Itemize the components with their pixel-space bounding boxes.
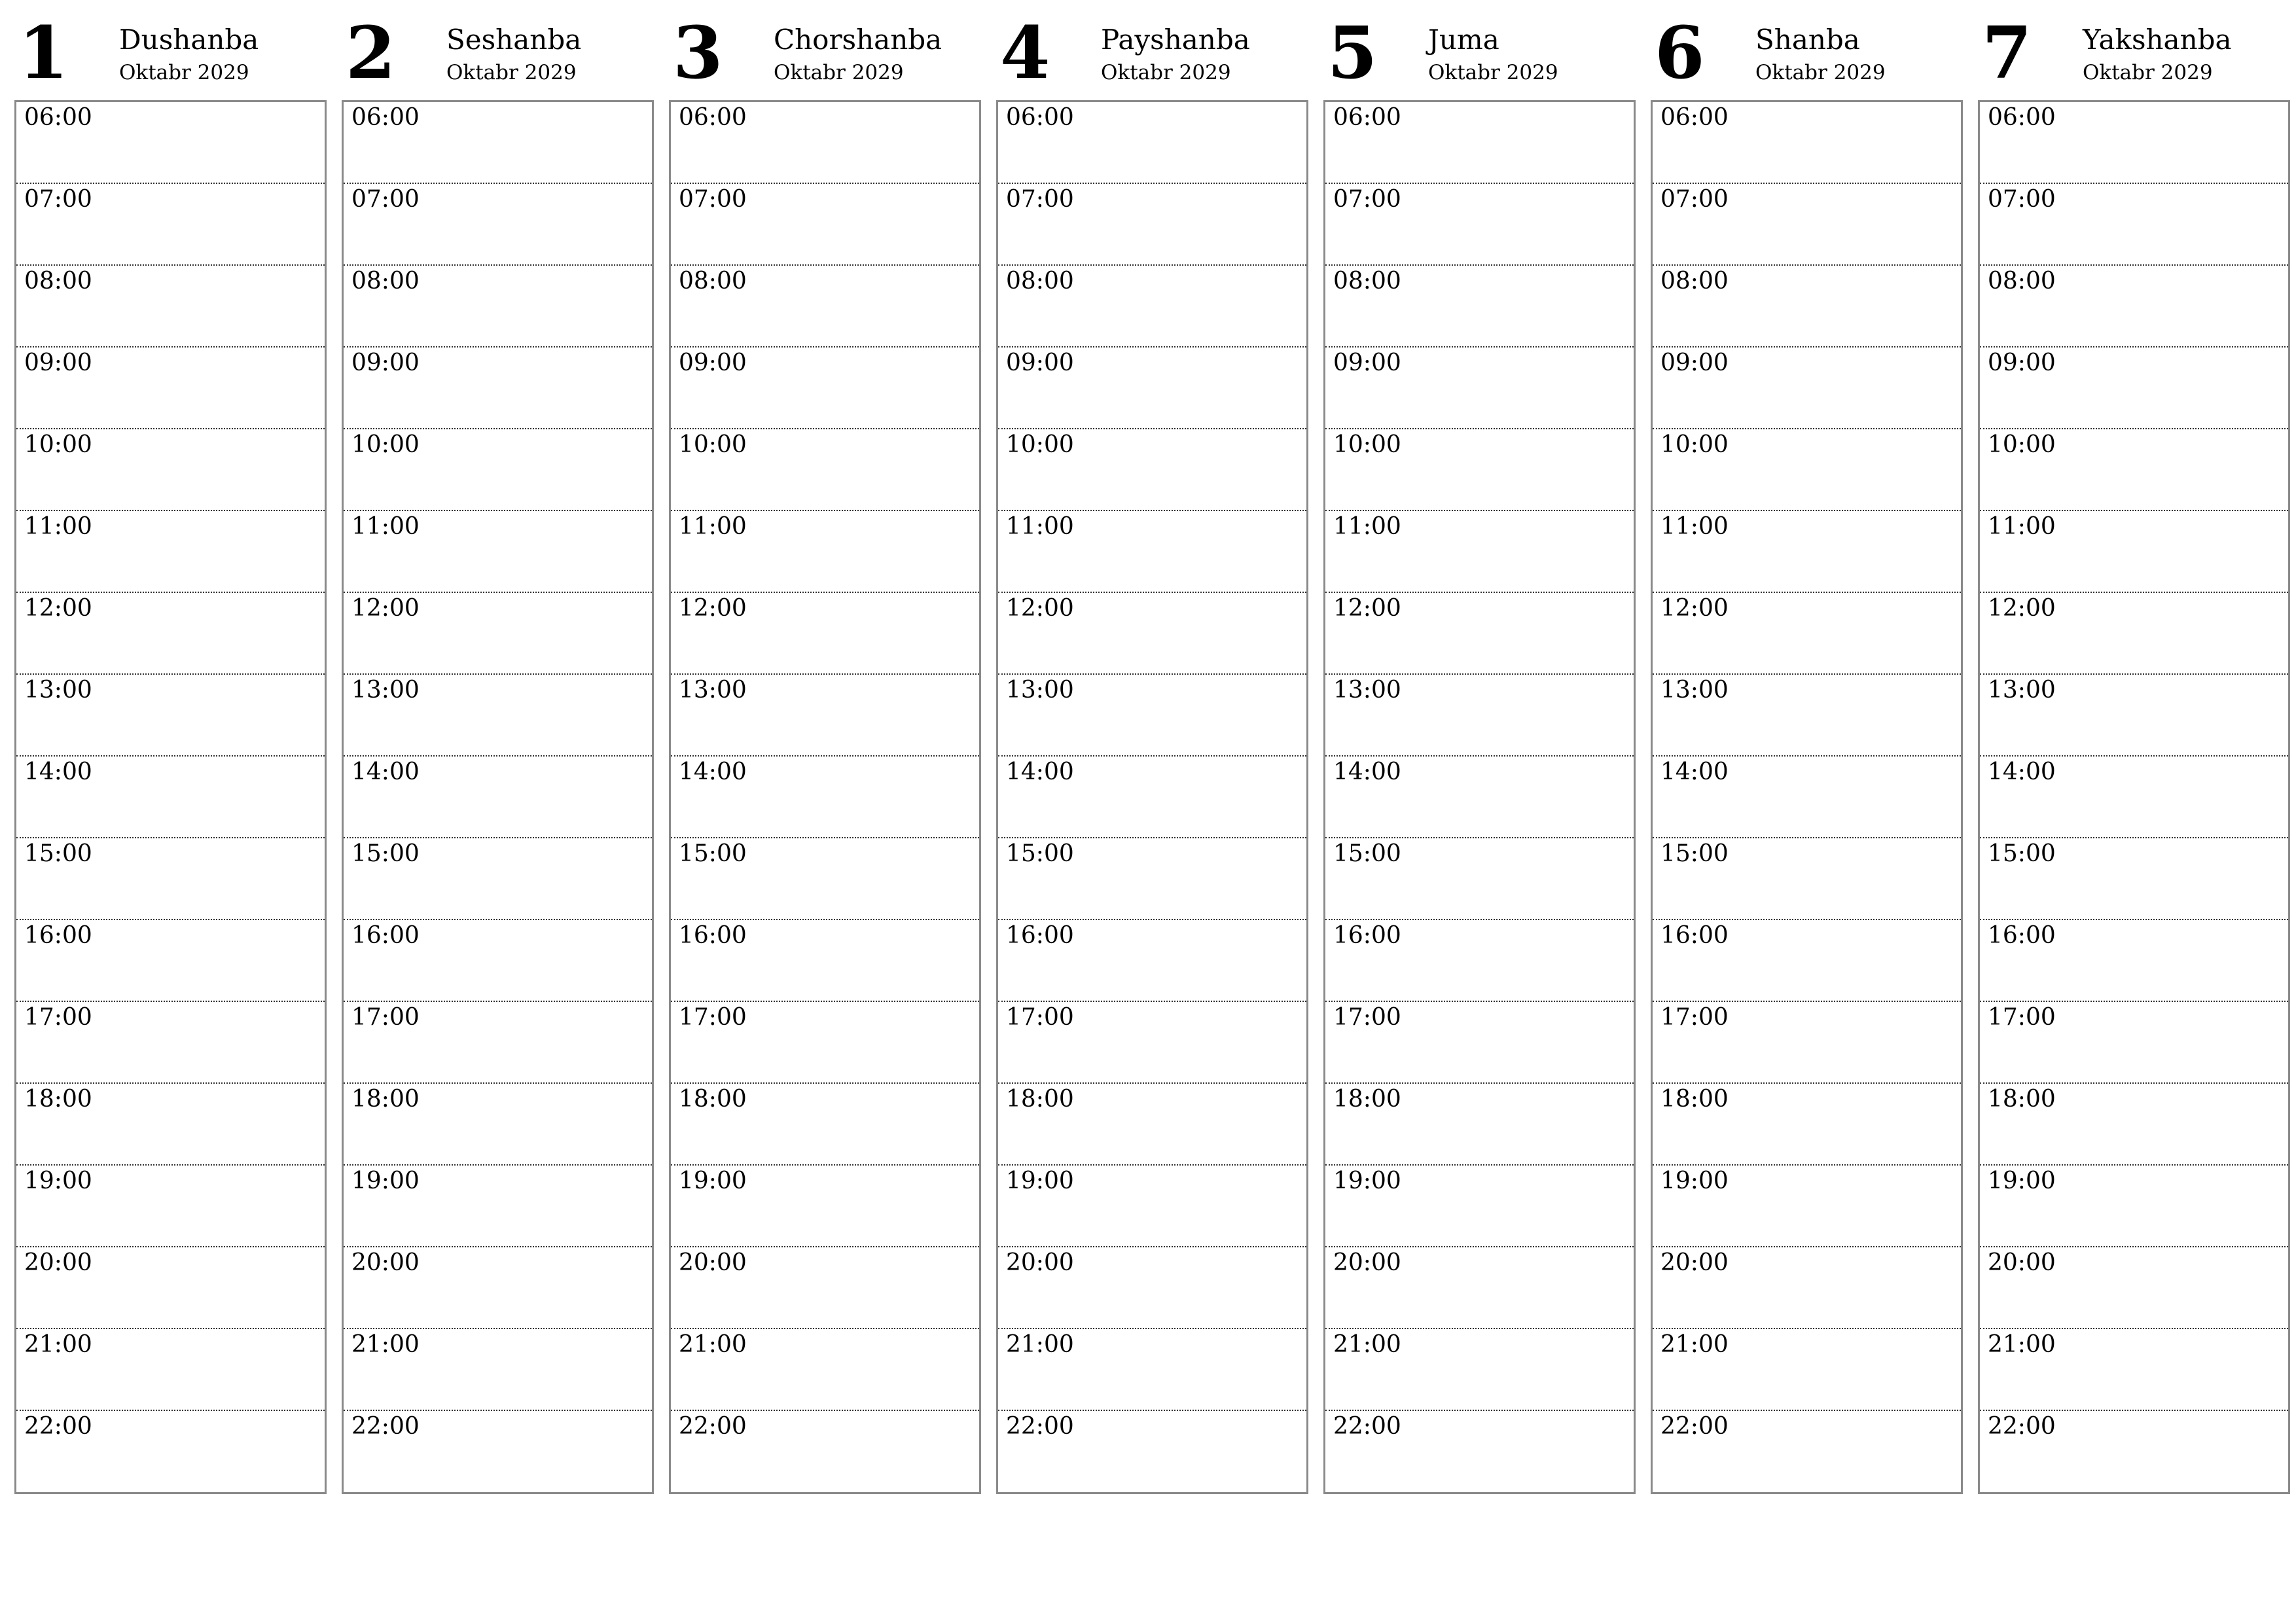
time-slot-label: 20:00	[1333, 1249, 1401, 1276]
time-slot-label: 07:00	[1333, 186, 1401, 213]
time-slot-label: 16:00	[1988, 922, 2056, 949]
time-slot-label: 12:00	[1988, 595, 2056, 622]
time-slot[interactable]	[671, 1247, 979, 1329]
time-slot-label: 16:00	[24, 922, 92, 949]
day-number: 6	[1655, 10, 1705, 95]
time-slot[interactable]	[1653, 593, 1961, 675]
day-header	[669, 12, 981, 100]
day-schedule-grid	[996, 100, 1308, 1494]
time-slot[interactable]	[344, 675, 652, 757]
time-slot-label: 20:00	[1988, 1249, 2056, 1276]
time-slot[interactable]	[16, 102, 325, 184]
time-slot[interactable]	[1653, 838, 1961, 920]
time-slot-label: 10:00	[1988, 431, 2056, 458]
time-slot[interactable]	[344, 1002, 652, 1084]
time-slot[interactable]	[1325, 838, 1634, 920]
time-slot[interactable]	[1980, 511, 2288, 593]
time-slot-label: 12:00	[24, 595, 92, 622]
time-slot-label: 18:00	[351, 1086, 420, 1113]
time-slot[interactable]	[16, 1002, 325, 1084]
time-slot-label: 13:00	[1988, 677, 2056, 704]
time-slot[interactable]	[671, 266, 979, 348]
time-slot[interactable]	[1980, 838, 2288, 920]
time-slot-label: 10:00	[24, 431, 92, 458]
time-slot[interactable]	[1653, 675, 1961, 757]
time-slot[interactable]	[671, 757, 979, 838]
time-slot[interactable]	[998, 1002, 1306, 1084]
time-slot-label: 07:00	[1006, 186, 1074, 213]
time-slot-label: 11:00	[1006, 513, 1074, 540]
day-number: 7	[1982, 10, 2032, 95]
time-slot[interactable]	[671, 511, 979, 593]
time-slot[interactable]	[1980, 1002, 2288, 1084]
day-schedule-grid	[669, 100, 981, 1494]
time-slot-label: 12:00	[351, 595, 420, 622]
time-slot[interactable]	[671, 429, 979, 511]
time-slot[interactable]	[1980, 1084, 2288, 1166]
time-slot[interactable]	[1325, 102, 1634, 184]
time-slot[interactable]	[1980, 675, 2288, 757]
time-slot[interactable]	[16, 593, 325, 675]
time-slot[interactable]	[1325, 1002, 1634, 1084]
time-slot-label: 08:00	[1333, 268, 1401, 294]
time-slot[interactable]	[671, 838, 979, 920]
time-slot-label: 20:00	[351, 1249, 420, 1276]
time-slot-label: 07:00	[679, 186, 747, 213]
time-slot-label: 18:00	[1006, 1086, 1074, 1113]
time-slot[interactable]	[1653, 1329, 1961, 1411]
time-slot-label: 06:00	[1333, 104, 1401, 131]
time-slot-label: 06:00	[351, 104, 420, 131]
time-slot[interactable]	[998, 1411, 1306, 1493]
time-slot[interactable]	[671, 1084, 979, 1166]
time-slot[interactable]	[16, 184, 325, 266]
time-slot-label: 18:00	[679, 1086, 747, 1113]
time-slot-label: 14:00	[679, 758, 747, 785]
time-slot-label: 06:00	[679, 104, 747, 131]
day-number: 1	[18, 10, 69, 95]
time-slot-label: 09:00	[1333, 349, 1401, 376]
time-slot[interactable]	[671, 348, 979, 429]
time-slot-label: 19:00	[1988, 1168, 2056, 1194]
time-slot[interactable]	[1653, 184, 1961, 266]
time-slot-label: 11:00	[24, 513, 92, 540]
day-schedule-grid	[1323, 100, 1636, 1494]
time-slot[interactable]	[16, 838, 325, 920]
time-slot[interactable]	[1653, 102, 1961, 184]
time-slot[interactable]	[1980, 1166, 2288, 1247]
day-name: Payshanba	[1101, 24, 1250, 56]
time-slot-label: 11:00	[1333, 513, 1401, 540]
time-slot-label: 15:00	[351, 840, 420, 867]
time-slot-label: 15:00	[1333, 840, 1401, 867]
time-slot-label: 14:00	[1333, 758, 1401, 785]
time-slot[interactable]	[998, 429, 1306, 511]
day-column	[996, 12, 1308, 1494]
time-slot-label: 22:00	[1660, 1413, 1729, 1440]
time-slot[interactable]	[1980, 757, 2288, 838]
time-slot[interactable]	[1653, 266, 1961, 348]
time-slot[interactable]	[998, 838, 1306, 920]
time-slot[interactable]	[16, 920, 325, 1002]
time-slot-label: 22:00	[1333, 1413, 1401, 1440]
day-header	[14, 12, 327, 100]
time-slot[interactable]	[1653, 1002, 1961, 1084]
time-slot-label: 22:00	[1988, 1413, 2056, 1440]
day-name: Chorshanba	[774, 24, 942, 56]
time-slot-label: 15:00	[1660, 840, 1729, 867]
time-slot-label: 19:00	[351, 1168, 420, 1194]
time-slot[interactable]	[671, 1002, 979, 1084]
time-slot[interactable]	[671, 184, 979, 266]
time-slot-label: 11:00	[1660, 513, 1729, 540]
day-number: 5	[1327, 10, 1378, 95]
day-month: Oktabr 2029	[2083, 61, 2213, 84]
time-slot[interactable]	[1325, 1247, 1634, 1329]
time-slot[interactable]	[671, 1411, 979, 1493]
day-month: Oktabr 2029	[446, 61, 577, 84]
time-slot-label: 08:00	[24, 268, 92, 294]
time-slot[interactable]	[344, 920, 652, 1002]
time-slot-label: 11:00	[679, 513, 747, 540]
time-slot-label: 09:00	[679, 349, 747, 376]
time-slot[interactable]	[998, 920, 1306, 1002]
day-name: Seshanba	[446, 24, 582, 56]
time-slot[interactable]	[1325, 757, 1634, 838]
time-slot-label: 13:00	[679, 677, 747, 704]
time-slot[interactable]	[998, 266, 1306, 348]
time-slot-label: 21:00	[351, 1331, 420, 1358]
time-slot[interactable]	[998, 184, 1306, 266]
time-slot-label: 13:00	[1660, 677, 1729, 704]
time-slot-label: 08:00	[1006, 268, 1074, 294]
time-slot-label: 21:00	[24, 1331, 92, 1358]
time-slot-label: 13:00	[24, 677, 92, 704]
time-slot-label: 08:00	[1660, 268, 1729, 294]
day-month: Oktabr 2029	[1101, 61, 1231, 84]
time-slot-label: 20:00	[1006, 1249, 1074, 1276]
day-header	[996, 12, 1308, 100]
time-slot-label: 09:00	[1006, 349, 1074, 376]
time-slot[interactable]	[671, 593, 979, 675]
day-number: 4	[1000, 10, 1050, 95]
time-slot[interactable]	[344, 429, 652, 511]
time-slot-label: 14:00	[1006, 758, 1074, 785]
time-slot[interactable]	[344, 1247, 652, 1329]
time-slot[interactable]	[16, 675, 325, 757]
time-slot[interactable]	[16, 429, 325, 511]
time-slot-label: 09:00	[1988, 349, 2056, 376]
time-slot-label: 15:00	[1988, 840, 2056, 867]
time-slot[interactable]	[671, 675, 979, 757]
time-slot[interactable]	[1653, 511, 1961, 593]
time-slot-label: 20:00	[1660, 1249, 1729, 1276]
time-slot-label: 17:00	[1333, 1004, 1401, 1031]
time-slot[interactable]	[998, 1247, 1306, 1329]
day-month: Oktabr 2029	[119, 61, 249, 84]
time-slot-label: 19:00	[1660, 1168, 1729, 1194]
time-slot-label: 16:00	[679, 922, 747, 949]
time-slot-label: 12:00	[1660, 595, 1729, 622]
time-slot-label: 09:00	[1660, 349, 1729, 376]
time-slot[interactable]	[344, 1329, 652, 1411]
time-slot[interactable]	[1980, 920, 2288, 1002]
time-slot-label: 11:00	[1988, 513, 2056, 540]
time-slot-label: 21:00	[679, 1331, 747, 1358]
time-slot[interactable]	[1980, 1411, 2288, 1493]
time-slot-label: 20:00	[24, 1249, 92, 1276]
time-slot[interactable]	[1325, 1084, 1634, 1166]
time-slot[interactable]	[1325, 920, 1634, 1002]
time-slot[interactable]	[1325, 348, 1634, 429]
time-slot[interactable]	[1653, 1411, 1961, 1493]
time-slot-label: 16:00	[351, 922, 420, 949]
time-slot[interactable]	[671, 1166, 979, 1247]
day-schedule-grid	[1651, 100, 1963, 1494]
time-slot[interactable]	[1653, 1166, 1961, 1247]
time-slot[interactable]	[1653, 1247, 1961, 1329]
time-slot[interactable]	[16, 1329, 325, 1411]
time-slot[interactable]	[998, 1084, 1306, 1166]
time-slot-label: 10:00	[351, 431, 420, 458]
time-slot[interactable]	[671, 920, 979, 1002]
time-slot[interactable]	[1325, 1411, 1634, 1493]
time-slot[interactable]	[998, 511, 1306, 593]
time-slot-label: 16:00	[1660, 922, 1729, 949]
day-number: 2	[346, 10, 396, 95]
time-slot[interactable]	[344, 1411, 652, 1493]
time-slot-label: 12:00	[679, 595, 747, 622]
time-slot-label: 10:00	[1333, 431, 1401, 458]
time-slot[interactable]	[16, 1166, 325, 1247]
time-slot[interactable]	[1653, 920, 1961, 1002]
time-slot-label: 07:00	[24, 186, 92, 213]
time-slot-label: 22:00	[24, 1413, 92, 1440]
time-slot[interactable]	[998, 1166, 1306, 1247]
time-slot-label: 18:00	[1988, 1086, 2056, 1113]
time-slot-label: 14:00	[24, 758, 92, 785]
time-slot[interactable]	[1325, 429, 1634, 511]
time-slot-label: 17:00	[351, 1004, 420, 1031]
time-slot[interactable]	[1980, 102, 2288, 184]
time-slot-label: 21:00	[1333, 1331, 1401, 1358]
time-slot[interactable]	[1980, 266, 2288, 348]
time-slot[interactable]	[1980, 184, 2288, 266]
time-slot-label: 10:00	[1660, 431, 1729, 458]
time-slot[interactable]	[1980, 348, 2288, 429]
day-name: Yakshanba	[2083, 24, 2232, 56]
day-name: Dushanba	[119, 24, 259, 56]
time-slot-label: 21:00	[1988, 1331, 2056, 1358]
time-slot-label: 13:00	[351, 677, 420, 704]
time-slot-label: 17:00	[679, 1004, 747, 1031]
time-slot[interactable]	[344, 757, 652, 838]
time-slot[interactable]	[344, 838, 652, 920]
time-slot-label: 21:00	[1660, 1331, 1729, 1358]
time-slot-label: 08:00	[1988, 268, 2056, 294]
time-slot[interactable]	[1653, 1084, 1961, 1166]
time-slot-label: 14:00	[1660, 758, 1729, 785]
time-slot[interactable]	[16, 1411, 325, 1493]
time-slot-label: 15:00	[1006, 840, 1074, 867]
time-slot-label: 09:00	[351, 349, 420, 376]
time-slot-label: 19:00	[1333, 1168, 1401, 1194]
time-slot[interactable]	[344, 593, 652, 675]
time-slot-label: 17:00	[24, 1004, 92, 1031]
day-header	[1323, 12, 1636, 100]
time-slot[interactable]	[998, 102, 1306, 184]
time-slot-label: 13:00	[1333, 677, 1401, 704]
time-slot-label: 08:00	[351, 268, 420, 294]
day-header	[1978, 12, 2290, 100]
time-slot[interactable]	[16, 266, 325, 348]
time-slot[interactable]	[671, 102, 979, 184]
time-slot-label: 07:00	[1660, 186, 1729, 213]
day-month: Oktabr 2029	[1428, 61, 1558, 84]
time-slot[interactable]	[1325, 1329, 1634, 1411]
time-slot-label: 06:00	[1660, 104, 1729, 131]
time-slot[interactable]	[344, 102, 652, 184]
time-slot[interactable]	[1980, 593, 2288, 675]
day-column	[1978, 12, 2290, 1494]
time-slot-label: 16:00	[1333, 922, 1401, 949]
time-slot-label: 22:00	[351, 1413, 420, 1440]
time-slot[interactable]	[998, 1329, 1306, 1411]
time-slot[interactable]	[1653, 757, 1961, 838]
time-slot[interactable]	[16, 511, 325, 593]
time-slot-label: 18:00	[1333, 1086, 1401, 1113]
time-slot-label: 06:00	[1006, 104, 1074, 131]
time-slot[interactable]	[1325, 266, 1634, 348]
day-month: Oktabr 2029	[1755, 61, 1886, 84]
day-number: 3	[673, 10, 723, 95]
day-name: Juma	[1428, 24, 1499, 56]
weekly-planner	[14, 12, 2283, 1494]
time-slot[interactable]	[998, 757, 1306, 838]
time-slot[interactable]	[1653, 429, 1961, 511]
time-slot-label: 19:00	[679, 1168, 747, 1194]
time-slot-label: 15:00	[24, 840, 92, 867]
time-slot-label: 06:00	[24, 104, 92, 131]
time-slot-label: 16:00	[1006, 922, 1074, 949]
time-slot-label: 19:00	[24, 1168, 92, 1194]
day-header	[342, 12, 654, 100]
day-month: Oktabr 2029	[774, 61, 904, 84]
time-slot-label: 10:00	[1006, 431, 1074, 458]
day-name: Shanba	[1755, 24, 1860, 56]
day-column	[1323, 12, 1636, 1494]
time-slot[interactable]	[344, 348, 652, 429]
time-slot[interactable]	[1325, 511, 1634, 593]
time-slot-label: 07:00	[351, 186, 420, 213]
time-slot[interactable]	[1325, 675, 1634, 757]
time-slot[interactable]	[1325, 1166, 1634, 1247]
time-slot-label: 18:00	[24, 1086, 92, 1113]
time-slot-label: 12:00	[1333, 595, 1401, 622]
time-slot-label: 06:00	[1988, 104, 2056, 131]
time-slot-label: 07:00	[1988, 186, 2056, 213]
time-slot-label: 19:00	[1006, 1168, 1074, 1194]
time-slot-label: 08:00	[679, 268, 747, 294]
time-slot[interactable]	[16, 348, 325, 429]
time-slot[interactable]	[16, 1084, 325, 1166]
time-slot-label: 17:00	[1988, 1004, 2056, 1031]
time-slot-label: 21:00	[1006, 1331, 1074, 1358]
time-slot-label: 17:00	[1660, 1004, 1729, 1031]
time-slot-label: 10:00	[679, 431, 747, 458]
day-column	[1651, 12, 1963, 1494]
time-slot-label: 14:00	[351, 758, 420, 785]
time-slot-label: 20:00	[679, 1249, 747, 1276]
time-slot[interactable]	[344, 184, 652, 266]
time-slot-label: 18:00	[1660, 1086, 1729, 1113]
day-column	[669, 12, 981, 1494]
time-slot[interactable]	[998, 593, 1306, 675]
day-column	[14, 12, 327, 1494]
time-slot-label: 17:00	[1006, 1004, 1074, 1031]
time-slot-label: 13:00	[1006, 677, 1074, 704]
time-slot[interactable]	[344, 511, 652, 593]
time-slot[interactable]	[16, 1247, 325, 1329]
time-slot[interactable]	[1980, 429, 2288, 511]
time-slot-label: 22:00	[679, 1413, 747, 1440]
time-slot[interactable]	[1325, 184, 1634, 266]
time-slot[interactable]	[998, 348, 1306, 429]
time-slot[interactable]	[344, 1084, 652, 1166]
time-slot-label: 11:00	[351, 513, 420, 540]
time-slot[interactable]	[16, 757, 325, 838]
time-slot[interactable]	[344, 1166, 652, 1247]
time-slot-label: 12:00	[1006, 595, 1074, 622]
time-slot[interactable]	[1980, 1247, 2288, 1329]
time-slot[interactable]	[671, 1329, 979, 1411]
time-slot-label: 22:00	[1006, 1413, 1074, 1440]
day-schedule-grid	[14, 100, 327, 1494]
day-schedule-grid	[342, 100, 654, 1494]
time-slot-label: 09:00	[24, 349, 92, 376]
time-slot[interactable]	[1980, 1329, 2288, 1411]
time-slot-label: 14:00	[1988, 758, 2056, 785]
time-slot[interactable]	[998, 675, 1306, 757]
time-slot-label: 15:00	[679, 840, 747, 867]
day-column	[342, 12, 654, 1494]
time-slot[interactable]	[1325, 593, 1634, 675]
day-schedule-grid	[1978, 100, 2290, 1494]
time-slot[interactable]	[344, 266, 652, 348]
day-header	[1651, 12, 1963, 100]
time-slot[interactable]	[1653, 348, 1961, 429]
